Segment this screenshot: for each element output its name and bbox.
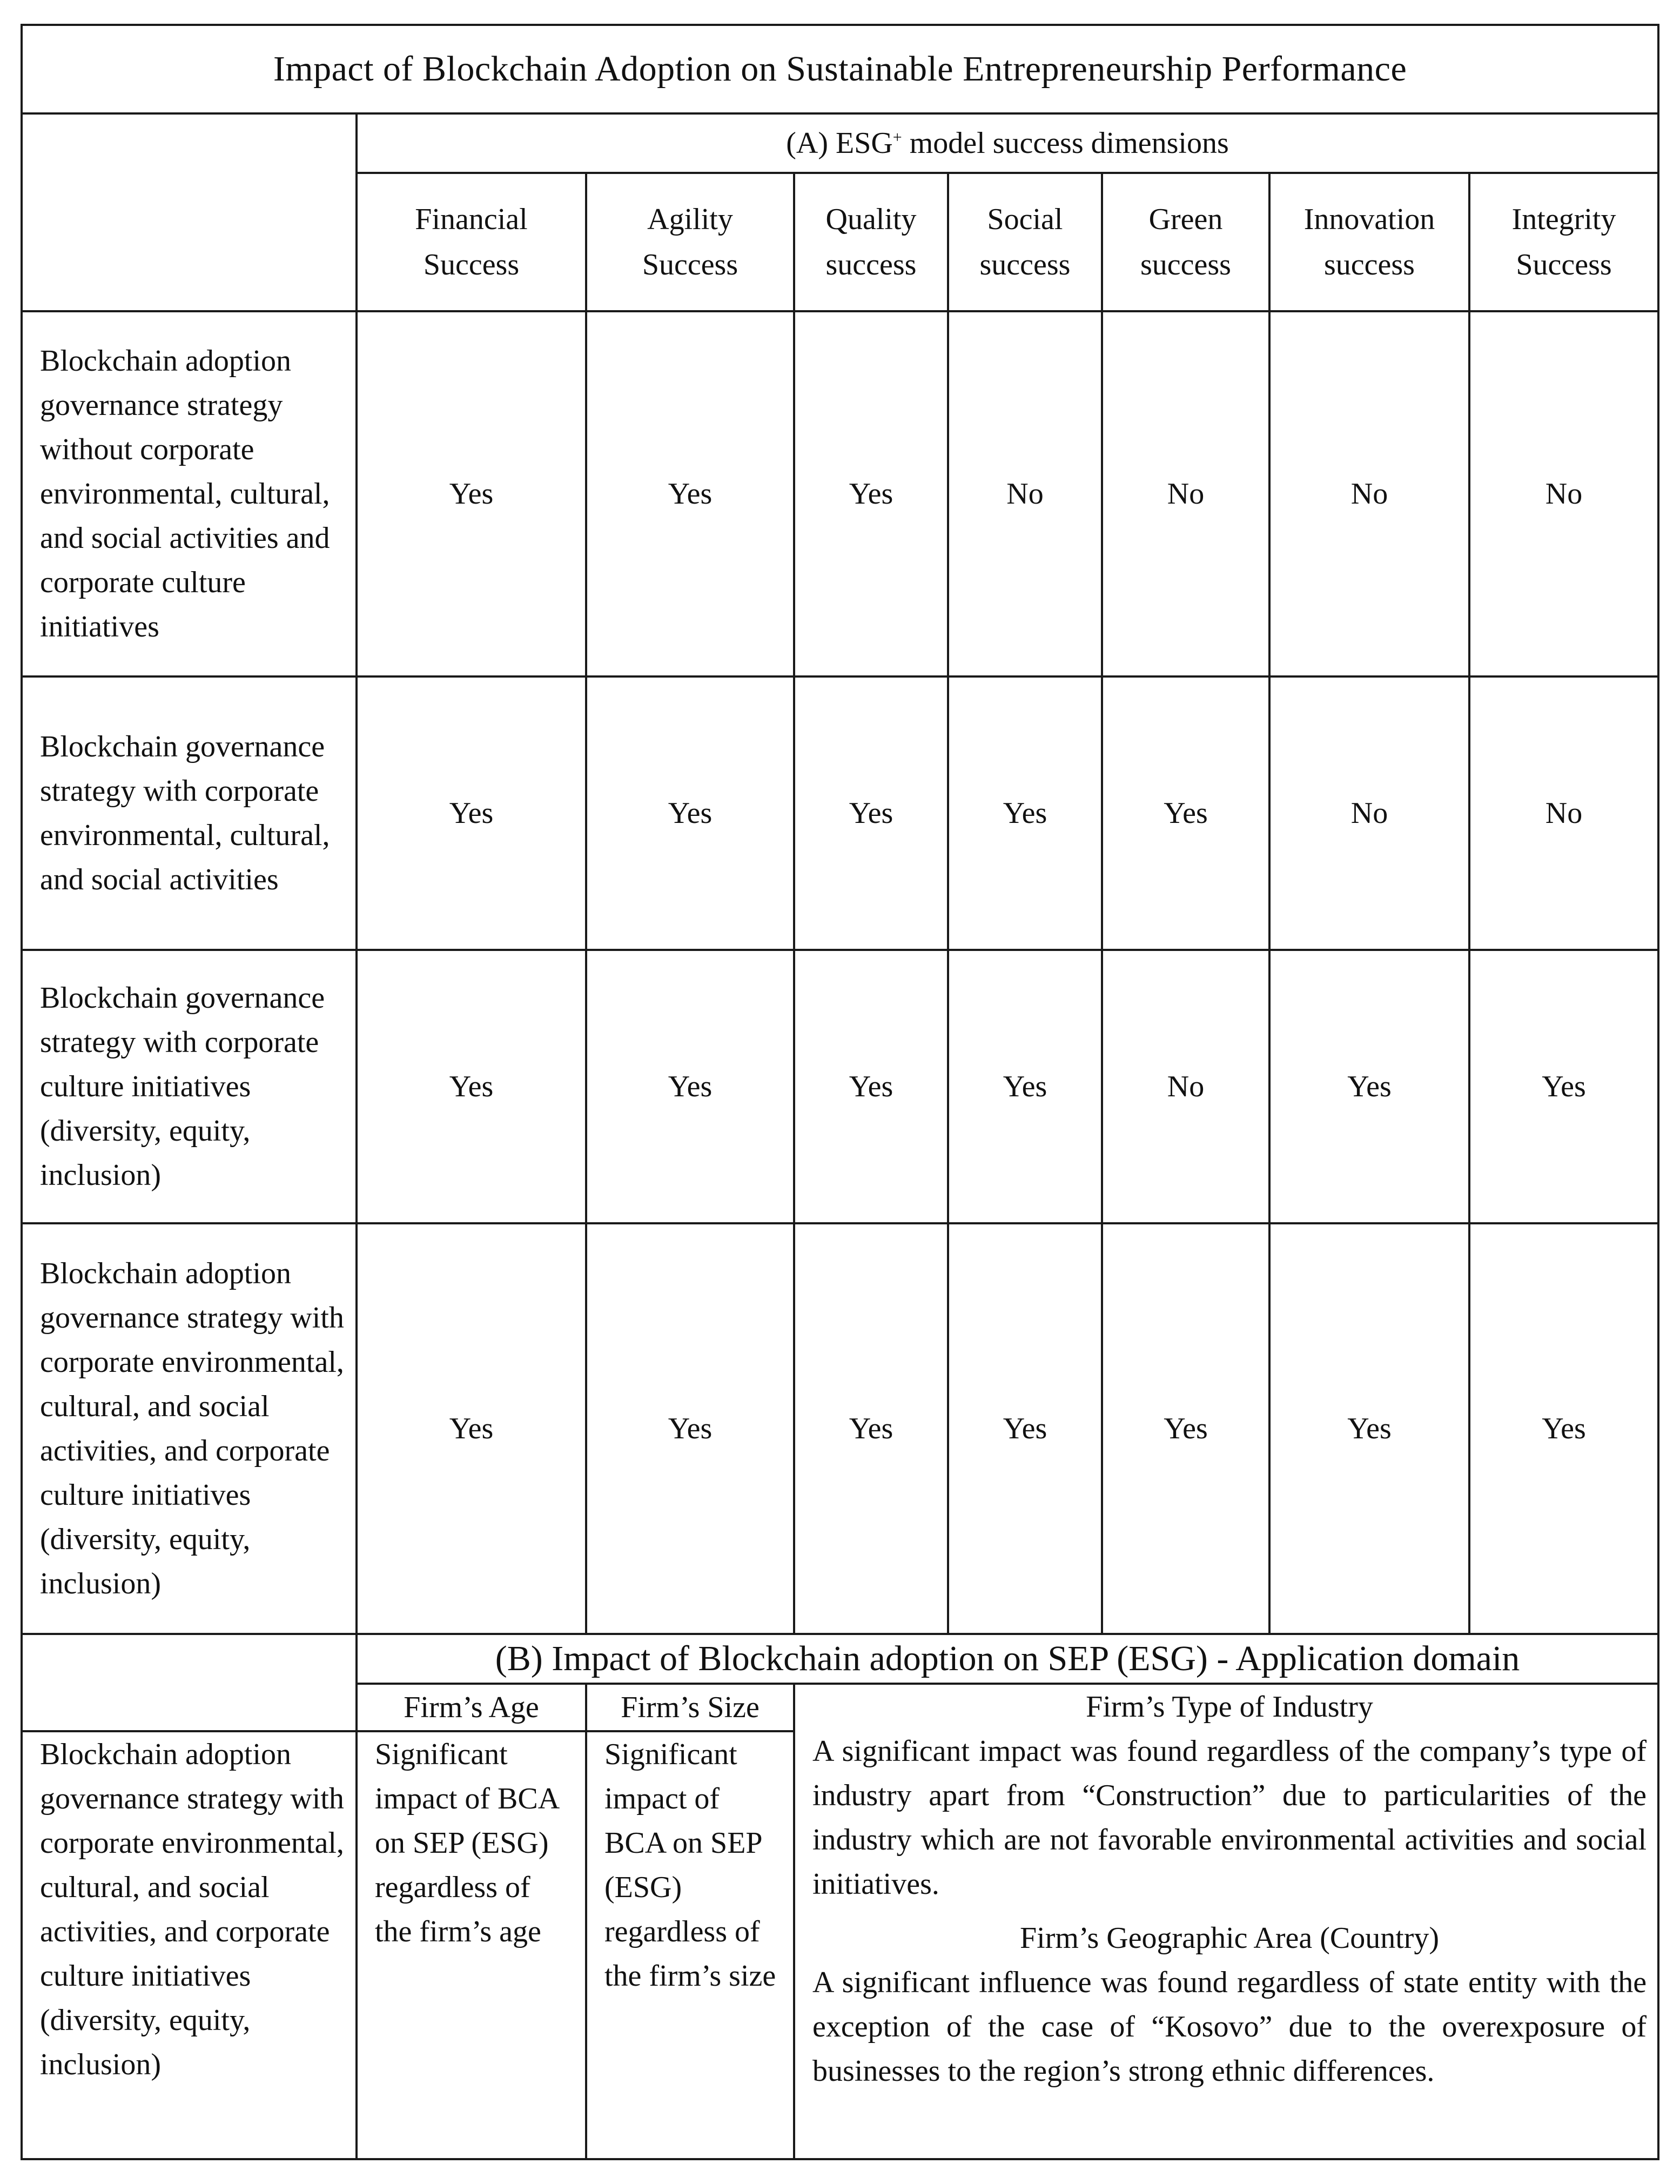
section-b-heading: (B) Impact of Blockchain adoption on SEP (ESG) - Application domain <box>357 1634 1658 1684</box>
col-header-social: Social success <box>948 173 1102 311</box>
section-b-heading-row <box>22 1634 1658 1684</box>
table-cell: Yes <box>357 1223 586 1634</box>
table-cell: Yes <box>948 1223 1102 1634</box>
table-row <box>22 676 1658 950</box>
row-label: Blockchain adoption governance strategy with corporate environmental, cultural, and social activities, and corporate culture initiatives (diversity, equity, inclusion) <box>22 1223 357 1634</box>
section-a-heading-suffix: model success dimensions <box>902 126 1229 160</box>
table-cell: Yes <box>1102 1223 1269 1634</box>
table-row <box>22 950 1658 1223</box>
table-cell: No <box>948 311 1102 676</box>
section-a-heading-sup: + <box>892 128 902 146</box>
table-cell: Yes <box>1469 1223 1658 1634</box>
table-cell: No <box>1469 311 1658 676</box>
table-cell: No <box>1269 311 1469 676</box>
firm-size-text: Significant impact of BCA on SEP (ESG) regardless of the firm’s size <box>586 1731 794 2159</box>
table-cell: Yes <box>794 1223 948 1634</box>
row-label: Blockchain adoption governance strategy without corporate environmental, cultural, and social activities and corporate culture initiatives <box>22 311 357 676</box>
section-a-heading-row <box>22 113 1658 173</box>
table-cell: Yes <box>1469 950 1658 1223</box>
col-header-integrity: Integrity Success <box>1469 173 1658 311</box>
section-a-heading-prefix: (A) ESG <box>786 126 893 160</box>
col-header-green: Green success <box>1102 173 1269 311</box>
geography-header: Firm’s Geographic Area (Country) <box>1020 1921 1440 1955</box>
table-row <box>22 1223 1658 1634</box>
table-cell: Yes <box>586 1223 794 1634</box>
table-cell: Yes <box>586 950 794 1223</box>
firm-age-header: Firm’s Age <box>357 1684 586 1731</box>
table-cell: Yes <box>1102 676 1269 950</box>
section-b-corner-cell <box>22 1634 357 1731</box>
results-table-container <box>21 24 1657 2158</box>
col-header-quality: Quality success <box>794 173 948 311</box>
col-header-financial: Financial Success <box>357 173 586 311</box>
table-cell: Yes <box>948 676 1102 950</box>
section-a-heading <box>357 113 1658 173</box>
header-corner-cell <box>22 113 357 311</box>
row-label: Blockchain governance strategy with corporate environmental, cultural, and social activities <box>22 676 357 950</box>
table-cell: Yes <box>357 311 586 676</box>
industry-header: Firm’s Type of Industry <box>1086 1690 1373 1724</box>
table-cell: Yes <box>1269 950 1469 1223</box>
table-cell: Yes <box>586 311 794 676</box>
table-cell: No <box>1469 676 1658 950</box>
table-cell: Yes <box>357 676 586 950</box>
table-cell: Yes <box>948 950 1102 1223</box>
col-header-innovation: Innovation success <box>1269 173 1469 311</box>
industry-text: A significant impact was found regardless of the company’s type of industry apart from “Construction” due to particularities of the industry which are not favorable environmental activities and social initiatives. <box>812 1734 1647 1901</box>
firm-size-header: Firm’s Size <box>586 1684 794 1731</box>
geography-text: A significant influence was found regardless of state entity with the exception of the case of “Kosovo” due to the overexposure of businesses to the region’s strong ethnic differences. <box>812 1966 1647 2088</box>
table-title: Impact of Blockchain Adoption on Sustainable Entrepreneurship Performance <box>22 25 1658 113</box>
section-b-row-label: Blockchain adoption governance strategy with corporate environmental, cultural, and social activities, and corporate culture initiatives (diversity, equity, inclusion) <box>22 1731 357 2159</box>
table-cell: Yes <box>1269 1223 1469 1634</box>
table-cell: Yes <box>794 950 948 1223</box>
table-cell: Yes <box>357 950 586 1223</box>
row-label: Blockchain governance strategy with corporate culture initiatives (diversity, equity, inclusion) <box>22 950 357 1223</box>
table-cell: Yes <box>794 311 948 676</box>
table-row <box>22 311 1658 676</box>
results-table <box>21 24 1659 2160</box>
firm-age-text: Significant impact of BCA on SEP (ESG) regardless of the firm’s age <box>357 1731 586 2159</box>
table-cell: No <box>1102 950 1269 1223</box>
industry-geography-cell <box>794 1684 1658 2159</box>
table-cell: No <box>1269 676 1469 950</box>
table-cell: Yes <box>794 676 948 950</box>
col-header-agility: Agility Success <box>586 173 794 311</box>
table-cell: No <box>1102 311 1269 676</box>
table-cell: Yes <box>586 676 794 950</box>
title-row <box>22 25 1658 113</box>
